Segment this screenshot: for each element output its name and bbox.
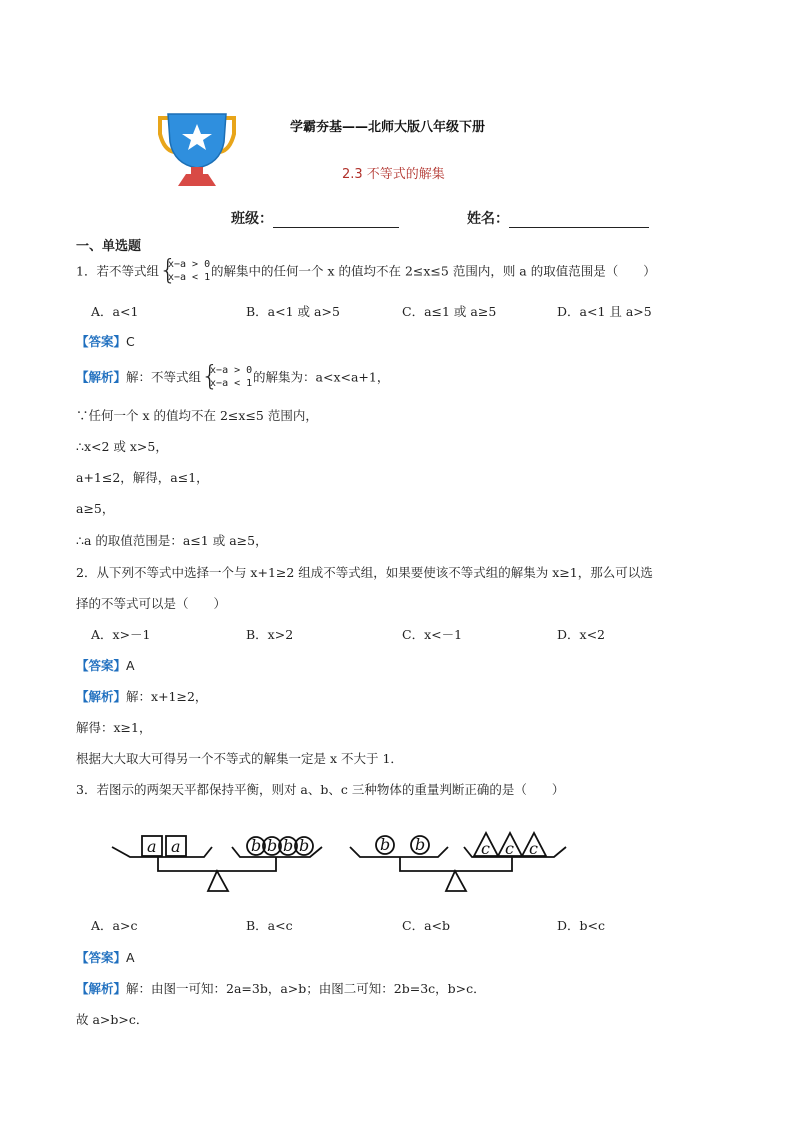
weight-b-label: b xyxy=(251,836,262,855)
trophy-logo-icon xyxy=(152,112,242,188)
q2-option-b[interactable]: B．x>2 xyxy=(246,627,294,642)
q1-step-2: ∴x<2 或 x>5， xyxy=(76,439,168,454)
q2-step-1: 解得：x≥1， xyxy=(76,720,152,735)
fulcrum-icon xyxy=(446,871,466,891)
q3-option-d[interactable]: D．b<c xyxy=(557,918,605,933)
weight-c-label: c xyxy=(481,839,490,858)
q1-step-1: ∵任何一个 x 的值均不在 2≤x≤5 范围内， xyxy=(76,408,318,423)
q1-answer xyxy=(76,332,135,350)
answer-tag: 【答案】 xyxy=(76,334,127,349)
beam xyxy=(400,857,512,871)
left-brace-icon: { xyxy=(201,359,219,392)
weight-b-label: b xyxy=(299,836,310,855)
q3-answer xyxy=(76,948,135,966)
q1-step-5: ∴a 的取值范围是：a≤1 或 a≥5， xyxy=(76,533,268,548)
class-label: 班级： xyxy=(231,211,273,227)
weight-c-label: c xyxy=(505,839,514,858)
q2-option-a[interactable]: A．x>－1 xyxy=(91,627,151,642)
class-blank[interactable] xyxy=(273,213,399,228)
q2-analysis xyxy=(76,687,207,705)
left-brace-icon: { xyxy=(158,253,177,286)
question-2-line-1: 2．从下列不等式中选择一个与 x+1≥2 组成不等式组，如果要使该不等式组的解集为 x≥1，那么可以选 xyxy=(76,565,653,580)
question-1-stem xyxy=(76,253,656,286)
inequality-system xyxy=(158,253,211,286)
q2-analysis-text: 解：x+1≥2， xyxy=(126,689,208,704)
system-row-2: x−a < 1 xyxy=(167,272,211,283)
weight-b-label: b xyxy=(415,835,426,854)
q1-analysis xyxy=(76,359,390,392)
q1-analysis-prefix: 解：不等式组 xyxy=(126,369,202,385)
system-row-1: x−a > 0 xyxy=(210,365,253,376)
left-pan xyxy=(350,847,448,857)
q1-option-b[interactable]: B．a<1 或 a>5 xyxy=(246,304,340,319)
q3-conclusion: 故 a>b>c． xyxy=(76,1012,149,1027)
weight-b-label: b xyxy=(283,836,294,855)
document-title: 学霸夯基——北师大版八年级下册 xyxy=(290,120,486,135)
question-2-line-2: 择的不等式可以是（ ） xyxy=(76,596,227,611)
q1-step-4: a≥5， xyxy=(76,501,115,516)
system-row-2: x−a < 1 xyxy=(210,378,253,389)
q3-option-b[interactable]: B．a<c xyxy=(246,918,293,933)
q1-option-c[interactable]: C．a≤1 或 a≥5 xyxy=(402,304,497,319)
inequality-system xyxy=(201,359,253,392)
balance-scales-figure xyxy=(108,825,578,895)
q1-option-a[interactable]: A．a<1 xyxy=(91,304,139,319)
q1-analysis-suffix: 的解集为：a<x<a+1， xyxy=(253,369,390,385)
q2-answer-value: A xyxy=(126,658,135,673)
name-blank[interactable] xyxy=(509,213,649,228)
fulcrum-icon xyxy=(208,871,228,891)
beam xyxy=(158,857,276,871)
weight-a-label: a xyxy=(171,837,181,856)
class-field xyxy=(231,208,399,228)
weight-b-label: b xyxy=(267,836,278,855)
analysis-tag: 【解析】 xyxy=(76,689,127,704)
name-field xyxy=(467,208,649,228)
q1-option-d[interactable]: D．a<1 且 a>5 xyxy=(557,304,652,319)
analysis-tag: 【解析】 xyxy=(76,981,127,996)
weight-b-label: b xyxy=(380,835,391,854)
section-heading: 一、单选题 xyxy=(76,239,142,254)
analysis-tag: 【解析】 xyxy=(76,369,127,385)
answer-tag: 【答案】 xyxy=(76,658,127,673)
q1-step-3: a+1≤2，解得，a≤1， xyxy=(76,470,209,485)
document-subtitle: 2.3 不等式的解集 xyxy=(342,167,445,182)
q1-suffix: 的解集中的任何一个 x 的值均不在 2≤x≤5 范围内，则 a 的取值范围是（ ） xyxy=(210,263,656,279)
weight-a-label: a xyxy=(147,837,157,856)
q2-option-c[interactable]: C．x<－1 xyxy=(402,627,463,642)
q3-analysis xyxy=(76,979,486,997)
q1-prefix: 1．若不等式组 xyxy=(76,263,159,279)
answer-tag: 【答案】 xyxy=(76,950,127,965)
q3-answer-value: A xyxy=(126,950,135,965)
question-3-stem: 3．若图示的两架天平都保持平衡，则对 a、b、c 三种物体的重量判断正确的是（ ） xyxy=(76,782,565,797)
q3-option-c[interactable]: C．a<b xyxy=(402,918,450,933)
weight-c-label: c xyxy=(529,839,538,858)
system-row-1: x−a > 0 xyxy=(167,259,211,270)
name-label: 姓名： xyxy=(467,211,509,227)
q3-analysis-text: 解：由图一可知：2a=3b，a>b；由图二可知：2b=3c，b>c． xyxy=(126,981,486,996)
q2-answer xyxy=(76,656,135,674)
q3-option-a[interactable]: A．a>c xyxy=(91,918,138,933)
q1-answer-value: C xyxy=(126,334,135,349)
q2-step-2: 根据大大取大可得另一个不等式的解集一定是 x 不大于 1． xyxy=(76,751,403,766)
q2-option-d[interactable]: D．x<2 xyxy=(557,627,605,642)
